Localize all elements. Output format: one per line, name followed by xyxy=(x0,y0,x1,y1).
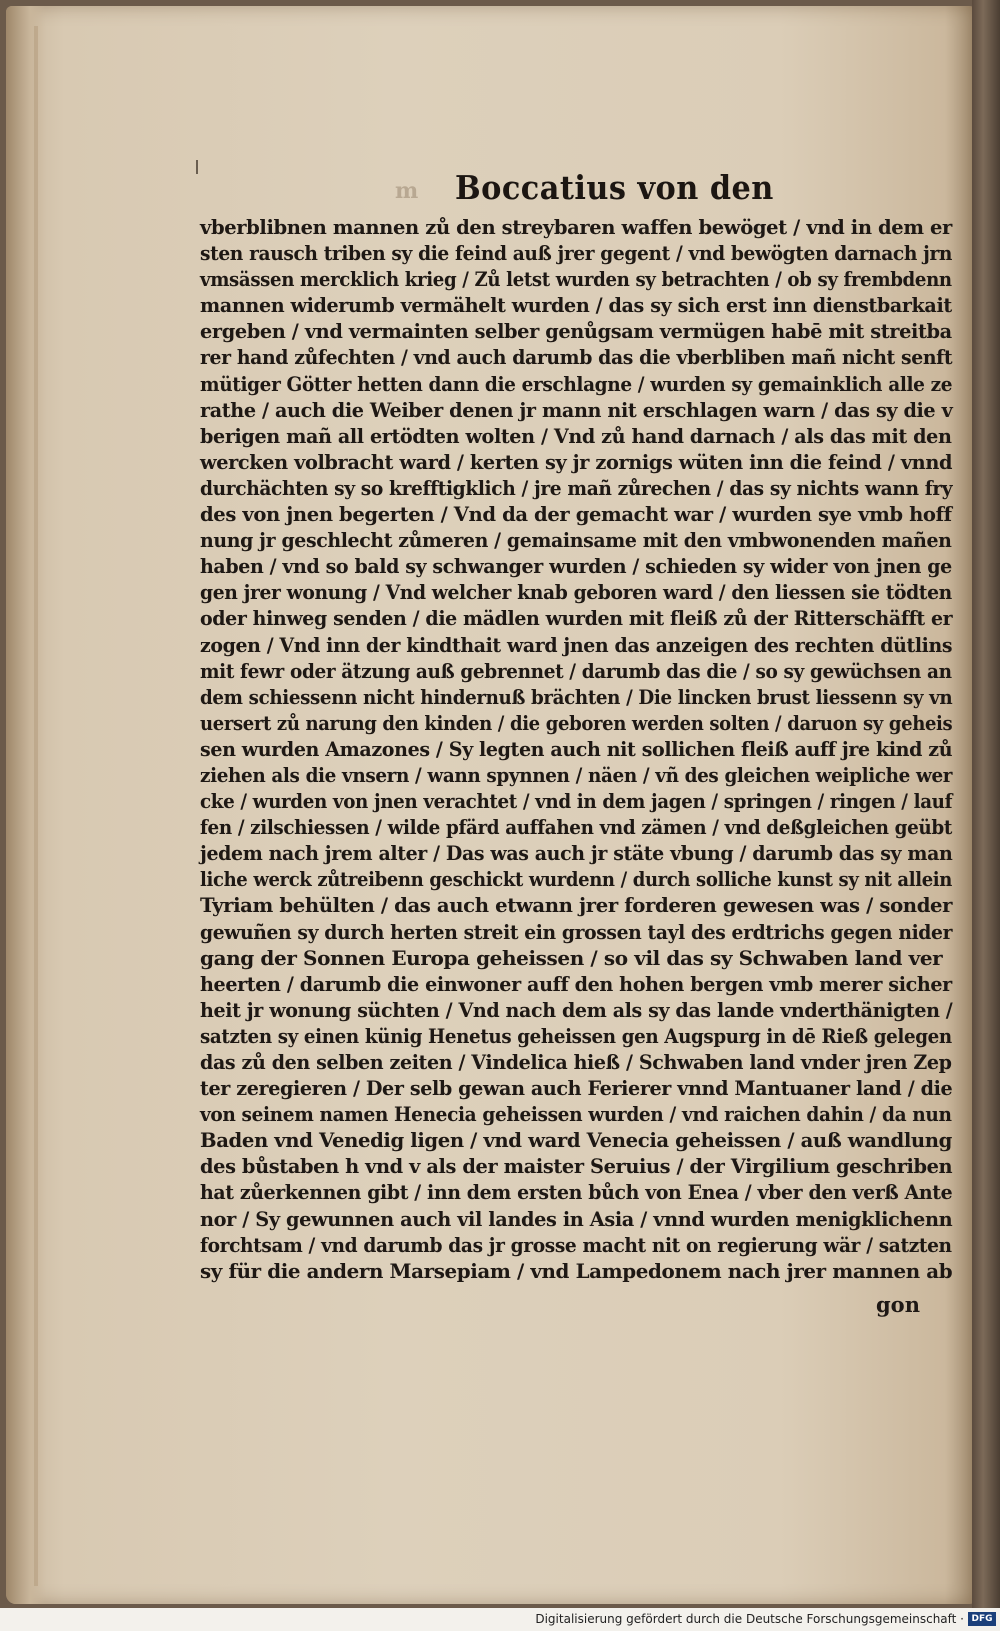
text-line: rer hand zůfechten / vnd auch darumb das die vberbliben mañ nicht senft xyxy=(200,345,953,370)
text-line: dem schiessenn nicht hindernuß brächten / Die lincken brust liessenn sy vn xyxy=(200,684,953,709)
text-line: zogen / Vnd inn der kindthait ward jnen das anzeigen des rechten dütlins xyxy=(200,632,953,657)
text-line: satzten sy einen künig Henetus geheissen gen Augspurg in dē Rieß gelegen xyxy=(200,1023,952,1048)
text-line: Tyriam behülten / das auch etwann jrer forderen gewesen was / sonder xyxy=(200,893,953,918)
text-line: liche werck zůtreibenn geschickt wurdenn / durch solliche kunst sy nit allein xyxy=(200,867,953,892)
text-line: mütiger Götter hetten dann die erschlagne / wurden sy gemainklich alle ze xyxy=(200,371,953,396)
text-line: mannen widerumb vermähelt wurden / das sy sich erst inn dienstbarkait xyxy=(200,293,952,318)
running-title: Boccatius von den xyxy=(455,168,774,207)
margin-mark xyxy=(196,160,198,174)
text-line: oder hinweg senden / die mädlen wurden mit fleiß zů der Ritterschäfft er xyxy=(200,606,953,631)
body-text xyxy=(200,214,952,1284)
text-line: gen jrer wonung / Vnd welcher knab geboren ward / den liessen sie tödten xyxy=(200,580,952,605)
page-inner-edge xyxy=(34,26,38,1586)
text-line: berigen mañ all ertödten wolten / Vnd zů hand darnach / als das mit den xyxy=(200,423,952,448)
text-line: ter zeregieren / Der selb gewan auch Ferierer vnnd Mantuaner land / die xyxy=(200,1076,953,1101)
text-line: vmsässen mercklich krieg / Zů letst wurden sy betrachten / ob sy frembdenn xyxy=(200,267,952,292)
text-line: forchtsam / vnd darumb das jr grosse macht nit on regierung wär / satzten xyxy=(200,1232,952,1257)
text-line: von seinem namen Henecia geheissen wurden / vnd raichen dahin / da nun xyxy=(200,1102,952,1127)
text-line: durchächten sy so krefftigklich / jre mañ zůrechen / das sy nichts wann fry xyxy=(200,475,953,500)
text-line: heerten / darumb die einwoner auff den hohen bergen vmb merer sicher xyxy=(200,971,952,996)
text-line: uersert zů narung den kinden / die geboren werden solten / daruon sy geheis xyxy=(200,710,953,735)
text-line: des von jnen begerten / Vnd da der gemacht war / wurden sye vmb hoff xyxy=(200,502,952,527)
page-left-edge xyxy=(6,6,46,1604)
catchword: gon xyxy=(876,1292,920,1317)
text-line: vberblibnen mannen zů den streybaren waffen bewöget / vnd in dem er xyxy=(200,215,952,239)
text-line: sen wurden Amazones / Sy legten auch nit sollichen fleiß auff jre kind zů xyxy=(200,736,953,761)
text-line: Baden vnd Venedig ligen / vnd ward Venecia geheissen / auß wandlung xyxy=(200,1128,953,1153)
text-line: wercken volbracht ward / kerten sy jr zornigs wüten inn die feind / vnnd xyxy=(200,449,953,474)
digitization-credit: Digitalisierung gefördert durch die Deutsche Forschungsgemeinschaft · xyxy=(535,1612,964,1626)
text-line: nor / Sy gewunnen auch vil landes in Asia / vnnd wurden menigklichenn xyxy=(200,1206,953,1231)
dfg-logo-badge: DFG xyxy=(968,1612,996,1626)
text-line: nung jr geschlecht zůmeren / gemainsame mit den vmbwonenden mañen xyxy=(200,528,952,553)
text-line: sten rausch triben sy die feind auß jrer gegent / vnd bewögten darnach jrn xyxy=(200,241,953,266)
text-line: mit fewr oder ätzung auß gebrennet / darumb das die / so sy gewüchsen an xyxy=(200,658,952,683)
text-line: rathe / auch die Weiber denen jr mann nit erschlagen warn / das sy die v xyxy=(200,397,953,422)
binding-strip xyxy=(972,0,1000,1608)
text-line: hat zůerkennen gibt / inn dem ersten bůch von Enea / vber den verß Ante xyxy=(200,1180,953,1205)
text-line: des bůstaben h vnd v als der maister Seruius / der Virgilium geschriben xyxy=(200,1154,953,1179)
text-line: gang der Sonnen Europa geheissen / so vil das sy Schwaben land ver xyxy=(200,945,943,970)
text-line: cke / wurden von jnen verachtet / vnd in dem jagen / springen / ringen / lauf xyxy=(200,789,953,814)
ghost-text: m xyxy=(395,178,419,204)
text-line: gewuñen sy durch herten streit ein grossen tayl des erdtrichs gegen nider xyxy=(200,919,953,944)
text-line: fen / zilschiessen / wilde pfärd auffahen vnd zämen / vnd deßgleichen geübt xyxy=(200,815,952,840)
text-line: das zů den selben zeiten / Vindelica hieß / Schwaben land vnder jren Zep xyxy=(200,1050,952,1074)
text-line: sy für die andern Marsepiam / vnd Lampedonem nach jrer mannen ab xyxy=(200,1258,953,1283)
text-line: haben / vnd so bald sy schwanger wurden / schieden sy wider von jnen ge xyxy=(200,554,952,579)
text-line: heit jr wonung süchten / Vnd nach dem als sy das lande vnderthänigten / xyxy=(200,997,953,1022)
text-line: ziehen als die vnsern / wann spynnen / näen / vñ des gleichen weipliche wer xyxy=(200,762,953,787)
text-line: jedem nach jrem alter / Das was auch jr stäte vbung / darumb das sy man xyxy=(200,841,953,866)
text-line: ergeben / vnd vermainten selber genůgsam vermügen habē mit streitba xyxy=(200,319,952,344)
